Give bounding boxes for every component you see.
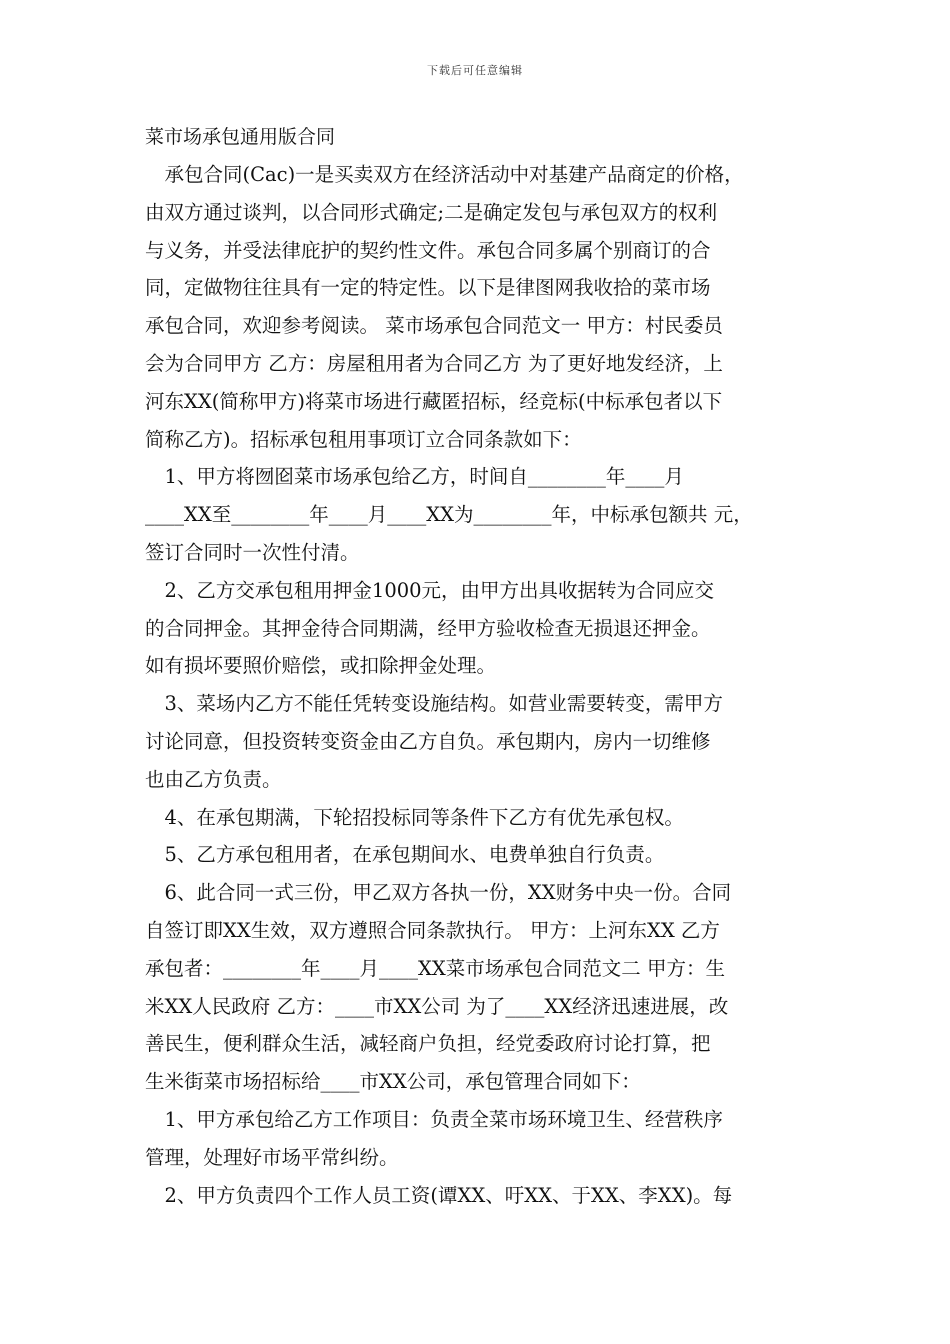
page-header: 下载后可任意编辑 — [427, 64, 523, 77]
body-line: 承包合同(Cac)一是买卖双方在经济活动中对基建产品商定的价格， — [145, 163, 744, 186]
document-body — [145, 156, 817, 1214]
body-line: 承包者：________年____月____XX菜市场承包合同范文二 甲方：生 — [145, 956, 725, 980]
body-line: 管理，处理好市场平常纠纷。 — [145, 1145, 399, 1169]
body-line: 签订合同时一次性付清。 — [145, 540, 360, 564]
document-title: 菜市场承包通用版合同 — [145, 126, 336, 148]
body-line: 5、乙方承包租用者，在承包期间水、电费单独自行负责。 — [145, 843, 665, 867]
body-line: 由双方通过谈判，以合同形式确定;二是确定发包与承包双方的权利 — [145, 200, 718, 224]
body-line: 讨论同意，但投资转变资金由乙方自负。承包期内，房内一切维修 — [145, 729, 711, 753]
body-line: 善民生，便利群众生活，减轻商户负担，经党委政府讨论打算，把 — [145, 1032, 711, 1056]
body-line: 承包合同，欢迎参考阅读。 菜市场承包合同范文一 甲方：村民委员 — [145, 314, 723, 338]
body-line: 6、此合同一式三份，甲乙双方各执一份，XX财务中央一份。合同 — [145, 881, 732, 905]
body-line: 3、菜场内乙方不能任凭转变设施结构。如营业需要转变，需甲方 — [145, 692, 723, 716]
body-line: 生米街菜市场招标给____市XX公司，承包管理合同如下： — [145, 1070, 641, 1094]
body-line: 4、在承包期满，下轮招投标同等条件下乙方有优先承包权。 — [145, 805, 684, 829]
body-line: 2、乙方交承包租用押金1000元，由甲方出具收据转为合同应交 — [145, 578, 715, 602]
body-line: 1、甲方将囫囵菜市场承包给乙方，时间自________年____月 — [145, 465, 684, 489]
body-line: 与义务，并受法律庇护的契约性文件。承包合同多属个别商订的合 — [145, 238, 711, 262]
body-line: 1、甲方承包给乙方工作项目：负责全菜市场环境卫生、经营秩序 — [145, 1107, 723, 1131]
body-line: 河东XX(简称甲方)将菜市场进行藏匿招标，经竞标(中标承包者以下 — [145, 389, 723, 413]
body-line: 米XX人民政府 乙方：____市XX公司 为了____XX经济迅速进展，改 — [145, 994, 729, 1018]
body-line: ____XX至________年____月____XX为________年，中标承包额共 元， — [145, 503, 753, 527]
body-line: 同，定做物往往具有一定的特定性。以下是律图网我收拾的菜市场 — [145, 276, 711, 300]
body-line: 2、甲方负责四个工作人员工资(谭XX、吁XX、于XX、李XX)。每 — [145, 1183, 733, 1207]
body-line: 也由乙方负责。 — [145, 767, 282, 791]
body-line: 简称乙方)。招标承包租用事项订立合同条款如下： — [145, 427, 582, 451]
body-line: 如有损坏要照价赔偿，或扣除押金处理。 — [145, 654, 497, 678]
body-line: 自签订即XX生效，双方遵照合同条款执行。 甲方：上河东XX 乙方 — [145, 918, 720, 942]
body-line: 的合同押金。其押金待合同期满，经甲方验收检查无损退还押金。 — [145, 616, 711, 640]
body-line: 会为合同甲方 乙方：房屋租用者为合同乙方 为了更好地发经济，上 — [145, 351, 723, 375]
